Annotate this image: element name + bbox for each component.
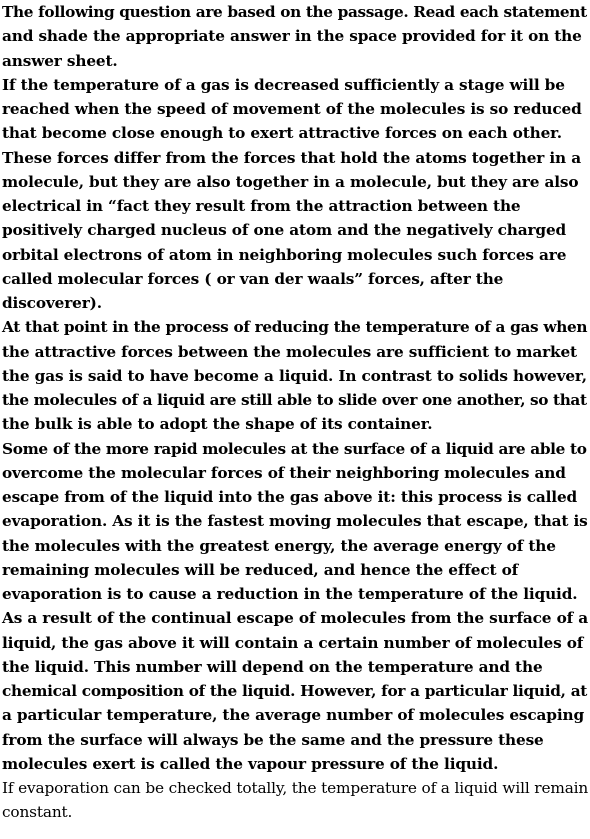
text-line: electrical in “fact they result from the attraction between the	[2, 197, 521, 215]
text-line: evaporation. As it is the fastest moving molecules that escape, that is	[2, 512, 588, 531]
text-line: chemical composition of the liquid. However, for a particular liquid, at	[2, 682, 588, 700]
passage-paragraph-5	[2, 776, 588, 825]
passage-paragraph-4	[2, 606, 588, 776]
text-line: escape from of the liquid into the gas above it: this process is called	[2, 488, 578, 506]
text-line: the liquid. This number will depend on the temperature and the	[2, 657, 543, 676]
text-line: the molecules of a liquid are still able to slide over one another, so that	[2, 391, 587, 409]
text-line: molecule, but they are also together in a molecule, but they are also	[2, 172, 579, 191]
text-line: liquid, the gas above it will contain a certain number of molecules of	[2, 633, 584, 652]
text-line: Some of the more rapid molecules at the surface of a liquid are able to	[2, 439, 587, 458]
text-line: a particular temperature, the average number of molecules escaping	[2, 706, 585, 725]
text-line: discoverer).	[2, 294, 102, 312]
text-line: The following question are based on the passage. Read each statement	[2, 3, 587, 21]
text-line: the attractive forces between the molecules are sufficient to market	[2, 342, 577, 361]
text-line: If evaporation can be checked totally, the temperature of a liquid will remain	[2, 779, 589, 797]
passage-paragraph-2	[2, 315, 588, 436]
text-line: that become close enough to exert attractive forces on each other.	[2, 124, 562, 143]
passage-document	[2, 0, 588, 825]
text-line: At that point in the process of reducing the temperature of a gas when	[2, 318, 588, 337]
passage-paragraph-3	[2, 437, 588, 607]
text-line: overcome the molecular forces of their neighboring molecules and	[2, 463, 566, 482]
text-line: If the temperature of a gas is decreased sufficiently a stage will be	[2, 75, 565, 94]
text-line: answer sheet.	[2, 51, 118, 70]
text-line: molecules exert is called the vapour pressure of the liquid.	[2, 754, 499, 773]
text-line: remaining molecules will be reduced, and hence the effect of	[2, 560, 519, 579]
text-line: As a result of the continual escape of molecules from the surface of a	[2, 609, 588, 628]
text-line: These forces differ from the forces that hold the atoms together in a	[2, 148, 581, 167]
text-line: constant.	[2, 803, 73, 822]
instructions-paragraph	[2, 0, 588, 73]
text-line: the molecules with the greatest energy, the average energy of the	[2, 536, 556, 555]
text-line: positively charged nucleus of one atom and the negatively charged	[2, 221, 567, 240]
text-line: reached when the speed of movement of the molecules is so reduced	[2, 100, 582, 118]
text-line: the bulk is able to adopt the shape of its container.	[2, 415, 433, 434]
text-line: evaporation is to cause a reduction in the temperature of the liquid.	[2, 585, 578, 603]
text-line: and shade the appropriate answer in the space provided for it on the	[2, 27, 582, 46]
text-line: the gas is said to have become a liquid. In contrast to solids however,	[2, 366, 587, 385]
text-line: called molecular forces ( or van der waals” forces, after the	[2, 269, 504, 288]
passage-paragraph-1	[2, 73, 588, 316]
text-line: orbital electrons of atom in neighboring molecules such forces are	[2, 245, 567, 264]
text-line: from the surface will always be the same and the pressure these	[2, 730, 544, 749]
